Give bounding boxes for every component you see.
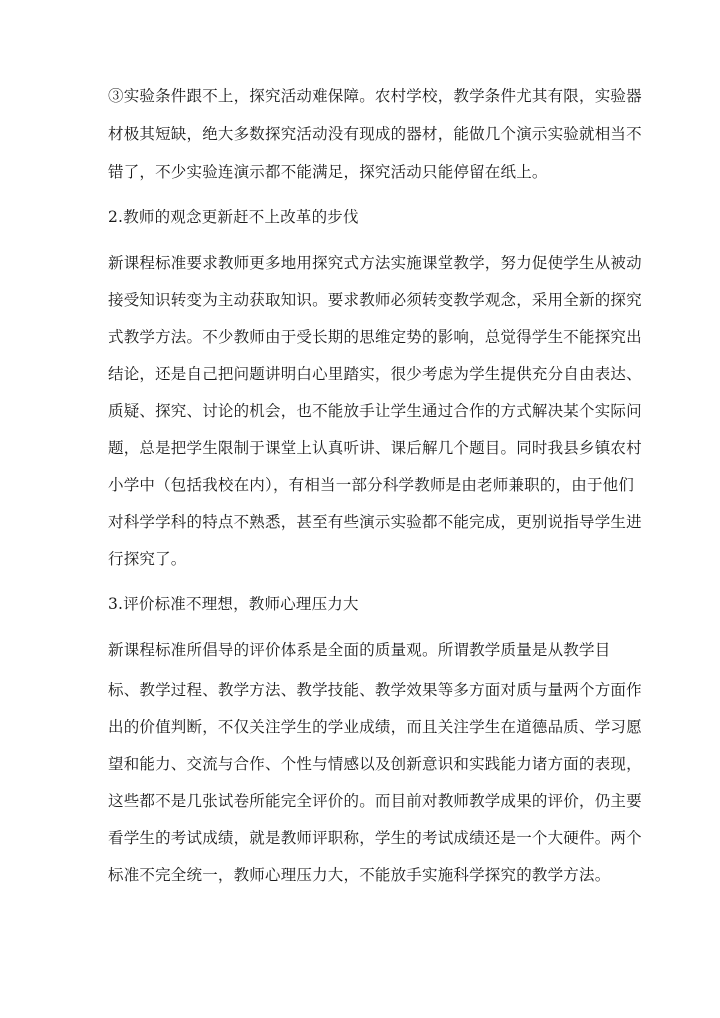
text-line: 质疑、探究、讨论的机会，也不能放手让学生通过合作的方式解决某个实际问 [108, 402, 642, 420]
text-line: 标、教学过程、教学方法、教学技能、教学效果等多方面对质与量两个方面作 [108, 681, 642, 699]
text-line: 标准不完全统一，教师心理压力大，不能放手实施科学探究的教学方法。 [108, 866, 611, 884]
text-line: 错了，不少实验连演示都不能满足，探究活动只能停留在纸上。 [108, 163, 548, 181]
section-heading: 3.评价标准不理想，教师心理压力大 [108, 595, 359, 613]
text-line: 望和能力、交流与合作、个性与情感以及创新意识和实践能力诸方面的表现， [108, 755, 642, 773]
text-line: 式教学方法。不少教师由于受长期的思维定势的影响，总觉得学生不能探究出 [108, 328, 642, 346]
text-line: 行探究了。 [108, 550, 187, 568]
text-line: 新课程标准所倡导的评价体系是全面的质量观。所谓教学质量是从教学目 [108, 641, 611, 659]
text-line: 题，总是把学生限制于课堂上认真听讲、课后解几个题目。同时我县乡镇农村 [108, 439, 642, 457]
text-line: 这些都不是几张试卷所能完全评价的。而目前对教师教学成果的评价，仍主要 [108, 792, 642, 810]
text-line: 看学生的考试成绩，就是教师评职称，学生的考试成绩还是一个大硬件。两个 [108, 829, 642, 847]
text-line: 出的价值判断，不仅关注学生的学业成绩，而且关注学生在道德品质、学习愿 [108, 718, 642, 736]
text-line: ③实验条件跟不上，探究活动难保障。农村学校，教学条件尤其有限，实验器 [108, 87, 642, 105]
section-heading: 2.教师的观念更新赶不上改革的步伐 [108, 208, 359, 226]
text-line: 小学中（包括我校在内），有相当一部分科学教师是由老师兼职的，由于他们 [108, 476, 635, 494]
text-line: 对科学学科的特点不熟悉，甚至有些演示实验都不能完成，更别说指导学生进 [108, 513, 642, 531]
text-line: 结论，还是自己把问题讲明白心里踏实，很少考虑为学生提供充分自由表达、 [108, 365, 642, 383]
text-line: 接受知识转变为主动获取知识。要求教师必须转变教学观念，采用全新的探究 [108, 291, 642, 309]
text-line: 材极其短缺，绝大多数探究活动没有现成的器材，能做几个演示实验就相当不 [108, 125, 642, 143]
text-line: 新课程标准要求教师更多地用探究式方法实施课堂教学，努力促使学生从被动 [108, 254, 642, 272]
